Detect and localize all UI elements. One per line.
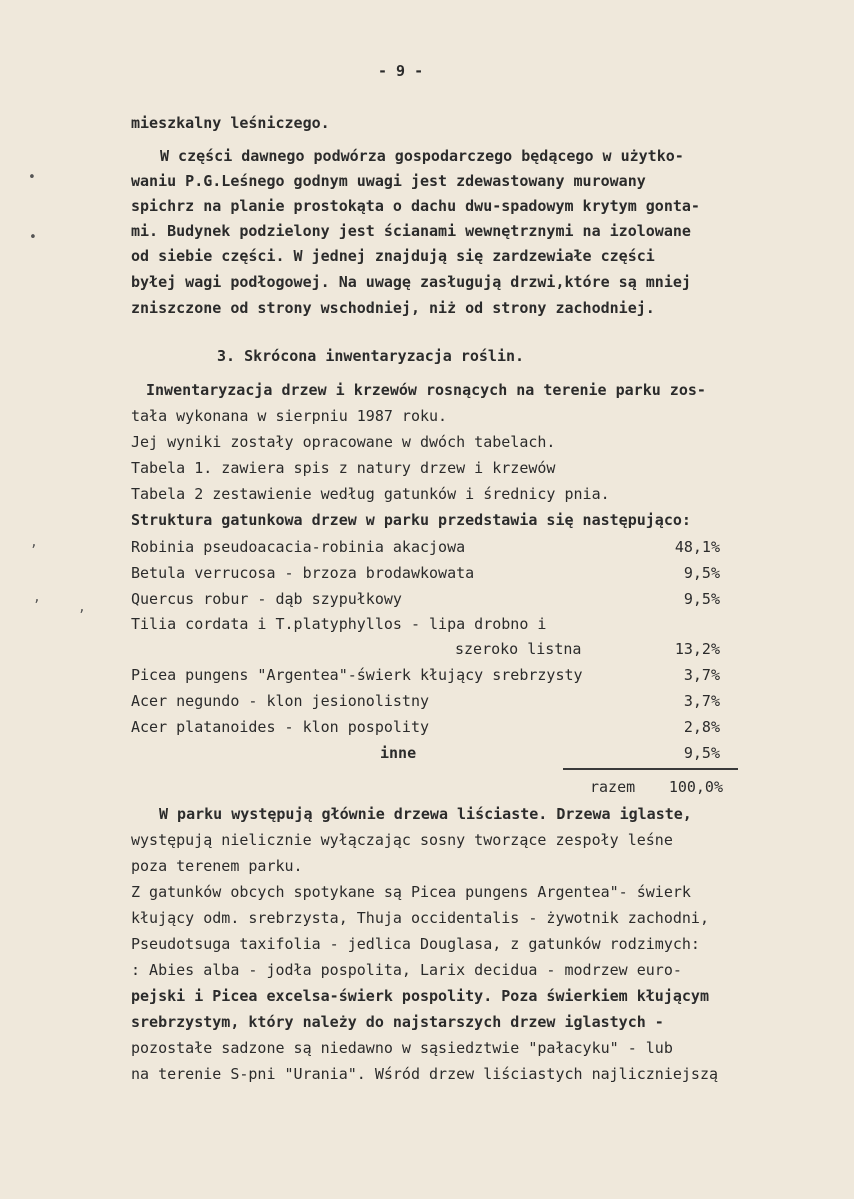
paragraph-line: W części dawnego podwórza gospodarczego będącego w użytko- xyxy=(160,147,684,165)
paragraph-line: Pseudotsuga taxifolia - jedlica Douglasa, z gatunków rodzimych: xyxy=(131,935,700,953)
intro-line: Tabela 1. zawiera spis z natury drzew i krzewów xyxy=(131,459,556,477)
paragraph-line: na terenie S-pni "Urania". Wśród drzew liściastych najliczniejszą xyxy=(131,1065,718,1083)
species-name: Quercus robur - dąb szypułkowy xyxy=(131,590,402,608)
species-percent: 9,5% xyxy=(683,744,720,762)
species-percent: 3,7% xyxy=(683,692,720,710)
paragraph-line: : Abies alba - jodła pospolita, Larix decidua - modrzew euro- xyxy=(131,961,682,979)
paragraph-line: pozostałe sadzone są niedawno w sąsiedztwie "pałacyku" - lub xyxy=(131,1039,673,1057)
species-percent: 9,5% xyxy=(683,590,720,608)
margin-speck: , xyxy=(30,535,38,550)
species-name: Robinia pseudoacacia-robinia akacjowa xyxy=(131,538,466,556)
margin-speck: • xyxy=(29,230,37,245)
species-name: Betula verrucosa - brzoza brodawkowata xyxy=(131,564,475,582)
margin-speck: • xyxy=(28,170,36,185)
intro-line: Tabela 2 zestawienie według gatunków i średnicy pnia. xyxy=(131,485,610,503)
species-name: Acer platanoides - klon pospolity xyxy=(131,718,430,736)
species-name: Acer negundo - klon jesionolistny xyxy=(131,692,430,710)
paragraph-line: pejski i Picea excelsa-świerk pospolity. Poza świerkiem kłującym xyxy=(131,987,709,1005)
paragraph-line: spichrz na planie prostokąta o dachu dwu-spadowym krytym gonta- xyxy=(131,197,700,215)
species-percent: 2,8% xyxy=(683,718,720,736)
species-name: Picea pungens "Argentea"-świerk kłujący srebrzysty xyxy=(131,666,583,684)
species-percent: 9,5% xyxy=(683,564,720,582)
margin-speck: , xyxy=(78,600,86,615)
paragraph-line: zniszczone od strony wschodniej, niż od strony zachodniej. xyxy=(131,299,655,317)
species-percent: 3,7% xyxy=(683,666,720,684)
paragraph-line: byłej wagi podłogowej. Na uwagę zasługują drzwi,które są mniej xyxy=(131,273,691,291)
paragraph-line: poza terenem parku. xyxy=(131,857,303,875)
species-percent: 13,2% xyxy=(674,640,720,658)
intro-line: Jej wyniki zostały opracowane w dwóch tabelach. xyxy=(131,433,556,451)
paragraph-line: od siebie części. W jednej znajdują się zardzewiałe części xyxy=(131,247,655,265)
page-number: - 9 - xyxy=(378,62,424,80)
paragraph-line: Z gatunków obcych spotykane są Picea pungens Argentea"- świerk xyxy=(131,883,691,901)
species-name: inne xyxy=(380,744,417,762)
total-label: razem xyxy=(590,778,636,796)
species-name-continued: szeroko listna xyxy=(455,640,582,658)
paragraph-line: W parku występują głównie drzewa liściaste. Drzewa iglaste, xyxy=(159,805,692,823)
intro-line: tała wykonana w sierpniu 1987 roku. xyxy=(131,407,448,425)
paragraph-line: występują nielicznie wyłączając sosny tworzące zespoły leśne xyxy=(131,831,673,849)
paragraph-line: mi. Budynek podzielony jest ścianami wewnętrznymi na izolowane xyxy=(131,222,691,240)
margin-speck: , xyxy=(33,590,41,605)
paragraph-line: srebrzystym, który należy do najstarszych drzew iglastych - xyxy=(131,1013,664,1031)
paragraph-line: mieszkalny leśniczego. xyxy=(131,114,330,132)
intro-line: Struktura gatunkowa drzew w parku przedstawia się następująco: xyxy=(131,511,691,529)
total-value: 100,0% xyxy=(668,778,723,796)
paragraph-line: kłujący odm. srebrzysta, Thuja occidentalis - żywotnik zachodni, xyxy=(131,909,709,927)
paragraph-line: waniu P.G.Leśnego godnym uwagi jest zdewastowany murowany xyxy=(131,172,646,190)
total-rule xyxy=(563,768,738,770)
species-percent: 48,1% xyxy=(674,538,720,556)
species-name: Tilia cordata i T.platyphyllos - lipa drobno i xyxy=(131,615,547,633)
section-heading: 3. Skrócona inwentaryzacja roślin. xyxy=(217,347,525,365)
intro-line: Inwentaryzacja drzew i krzewów rosnących na terenie parku zos- xyxy=(146,381,706,399)
